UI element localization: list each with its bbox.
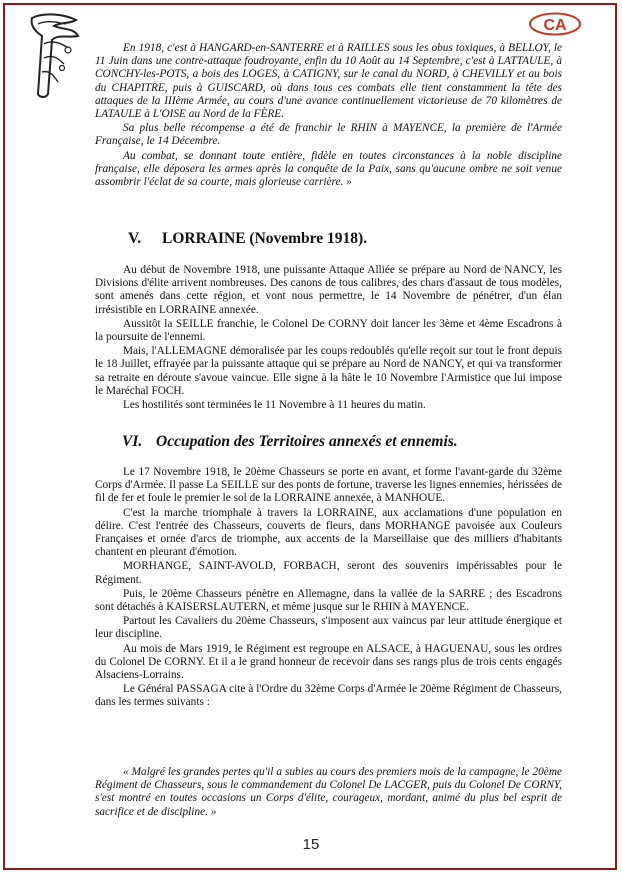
body-paragraph: Au début de Novembre 1918, une puissante Attaque Alliée se prépare au Nord de NANCY, les Divisions d'élite arrivent nombreuses. Des canons de tous calibres, des chars d'assaut de tous modèles, sont amenés dans cette région, et vont nous permettre, le 14 Novembre de pénétrer, d'un élan irrésistible en LORRAINE annexée. xyxy=(95,264,562,316)
body-paragraph: C'est la marche triomphale à travers la LORRAINE, aux acclamations d'une population en délire. C'est l'entrée des Chasseurs, couverts de fleurs, dans MORHANGE pavoisée aux Couleurs Françaises et ornée d'arcs de triomphe, aux accents de la Marseillaise que des milliers d'habitants chantent en pleurant d'émotion. xyxy=(95,506,562,559)
quote-paragraph: « Malgré les grandes pertes qu'il a subies au cours des premiers mois de la campagne, le 20ème Régiment de Chasseurs, sous le commandement du Colonel De LACGER, puis du Colonel De CORNY, s'est montré en toutes occasions un Corps d'élite, courageux, mordant, animé du plus bel esprit de sacrifice et de discipline. » xyxy=(95,766,562,818)
body-paragraph: Puis, le 20ème Chasseurs pénètre en Allemagne, dans la vallée de la SARRE ; des Escadrons sont détachés à KAISERSLAUTERN, et même jusque sur le RHIN à MAYENCE. xyxy=(95,587,562,614)
logo-text: CA xyxy=(543,17,567,34)
body-paragraph: Le 17 Novembre 1918, le 20ème Chasseurs se porte en avant, et forme l'avant-garde du 32ème Corps d'Armée. Il passe La SEILLE sur des ponts de fortune, traverse les lignes ennemies, hérissées de fil de fer et foule le premier le sol de la LORRAINE annexée, à MANHOUE. xyxy=(95,466,562,505)
section-5-body xyxy=(95,264,562,413)
section-5-heading xyxy=(128,232,595,245)
section-5-title: LORRAINE (Novembre 1918). xyxy=(162,230,368,247)
intro-paragraph: Au combat, se donnant toute entière, fidèle en toutes circonstances à la noble discipline française, elle déposera les armes après la conquête de la Paix, sans qu'aucune ombre ne soit venue assombrir l'éclat de sa courte, mais glorieuse carrière. » xyxy=(95,149,562,189)
body-paragraph: Mais, l'ALLEMAGNE démoralisée par les coups redoublés qu'elle reçoit sur tout le front depuis le 18 Juillet, effrayée par la puissante attaque qui se prépare au Nord de NANCY, et qui va transformer sa retraite en déroute s'avoue vaincue. Elle signe à la hâte le 10 Novembre l'Armistice que lui impose le Maréchal FOCH. xyxy=(95,345,562,397)
intro-paragraph: En 1918, c'est à HANGARD-en-SANTERRE et à RAILLES sous les obus toxiques, à BELLOY, le 11 Juin dans une contre-attaque foudroyante, enfin du 10 Août au 14 Septembre, c'est à LATTAULE, à CONCHY-les-POTS, a bois des LOGES, à CATIGNY, sur le canal du NORD, à CHEVILLY et au bois du CHAPITRE, puis à GUISCARD, où dans tous ces combats elle tient constamment la tête des attaques de la IIIème Armée, au cours d'une avance continuellement victorieuse de 70 kilomètres de LATAULE à L'OISE au Nord de la FÈRE. xyxy=(95,42,562,121)
decorative-initial-f-ornament xyxy=(24,10,82,100)
section-5-number: V. xyxy=(128,230,142,247)
page-number: 15 xyxy=(302,836,320,853)
citation-quote xyxy=(95,766,562,820)
section-6-body xyxy=(95,466,562,711)
section-6-number: VI. xyxy=(122,433,143,450)
intro-paragraph: Sa plus belle récompense a été de franchir le RHIN à MAYENCE, la première de l'Armée Française, le 14 Décembre. xyxy=(95,122,562,148)
ca-logo xyxy=(528,12,582,36)
section-6-title: Occupation des Territoires annexés et ennemis. xyxy=(156,433,458,450)
intro-citation xyxy=(95,42,562,190)
section-6-heading xyxy=(122,435,589,448)
body-paragraph: Partout les Cavaliers du 20ème Chasseurs, s'imposent aux vaincus par leur attitude énergique et leur discipline. xyxy=(95,615,562,641)
body-paragraph: Les hostilités sont terminées le 11 Novembre à 11 heures du matin. xyxy=(123,399,426,412)
body-paragraph: Aussitôt la SEILLE franchie, le Colonel De CORNY doit lancer les 3ème et 4ème Escadrons à la poursuite de l'ennemi. xyxy=(95,317,562,344)
body-paragraph: MORHANGE, SAINT-AVOLD, FORBACH, seront des souvenirs impérissables pour le Régiment. xyxy=(95,560,562,586)
body-paragraph: Le Général PASSAGA cite à l'Ordre du 32ème Corps d'Armée le 20ème Régiment de Chasseurs, dans les termes suivants : xyxy=(95,683,562,709)
body-paragraph: Au mois de Mars 1919, le Régiment est regroupe en ALSACE, à HAGUENAU, sous les ordres du Colonel De CORNY. Et il a le grand honneur de recevoir dans ses rangs plus de trois cents engagés Alsaciens-Lorrains. xyxy=(95,642,562,682)
